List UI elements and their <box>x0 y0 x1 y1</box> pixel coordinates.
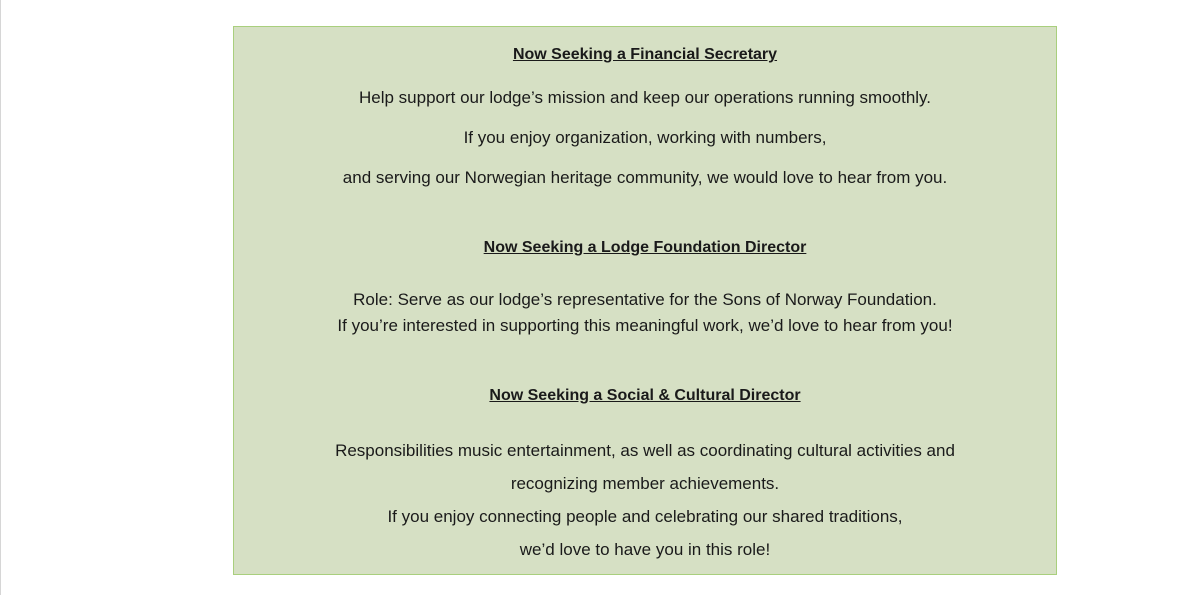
financial-secretary-line-1: Help support our lodge’s mission and keep our operations running smoothly. <box>358 88 932 107</box>
foundation-director-line-2: If you’re interested in supporting this meaningful work, we’d love to hear from you! <box>337 316 953 335</box>
social-cultural-director-line-2: recognizing member achievements. <box>510 474 780 493</box>
page-edge-divider <box>0 0 1 595</box>
financial-secretary-heading: Now Seeking a Financial Secretary <box>512 46 778 63</box>
financial-secretary-line-2: If you enjoy organization, working with numbers, <box>463 128 827 147</box>
financial-secretary-line-3: and serving our Norwegian heritage community, we would love to hear from you. <box>342 168 948 187</box>
social-cultural-director-heading: Now Seeking a Social & Cultural Director <box>489 387 801 404</box>
social-cultural-director-line-4: we’d love to have you in this role! <box>519 540 771 559</box>
foundation-director-heading: Now Seeking a Lodge Foundation Director <box>483 239 807 256</box>
foundation-director-line-1: Role: Serve as our lodge’s representative for the Sons of Norway Foundation. <box>353 290 937 309</box>
volunteer-openings-box <box>233 26 1057 575</box>
social-cultural-director-line-3: If you enjoy connecting people and celebrating our shared traditions, <box>387 507 903 526</box>
social-cultural-director-line-1: Responsibilities music entertainment, as well as coordinating cultural activities and <box>335 441 955 460</box>
